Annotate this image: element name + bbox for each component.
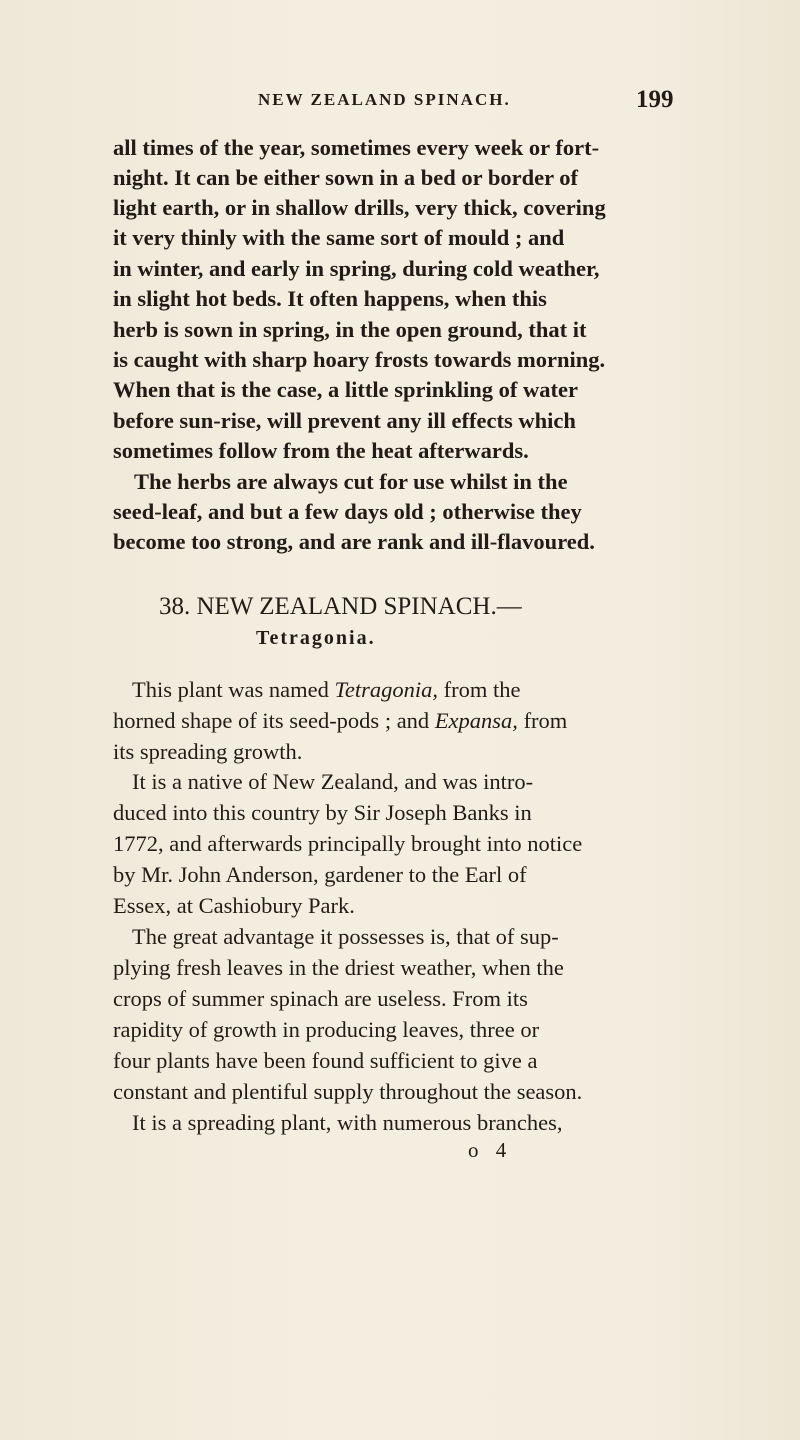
text-line: When that is the case, a little sprinkling of water [113, 377, 578, 402]
text-line: all times of the year, sometimes every week or fort- [113, 135, 600, 160]
text-line: light earth, or in shallow drills, very thick, covering [113, 195, 606, 220]
italic-term: Expansa, [434, 708, 518, 733]
text-line: constant and plentiful supply throughout the season. [113, 1079, 583, 1104]
text-line: horned shape of its seed-pods ; and Expansa, from [113, 708, 568, 733]
text-line: It is a spreading plant, with numerous branches, [132, 1110, 563, 1135]
text-line: it very thinly with the same sort of mould ; and [113, 225, 565, 250]
text-line: 1772, and afterwards principally brought into notice [113, 831, 583, 856]
text-line: The herbs are always cut for use whilst in the [134, 469, 568, 494]
text-line: become too strong, and are rank and ill-flavoured. [113, 529, 595, 554]
text-line: plying fresh leaves in the driest weather, when the [113, 955, 564, 980]
text-line: its spreading growth. [113, 739, 303, 764]
text-line: duced into this country by Sir Joseph Banks in [113, 800, 532, 825]
text-line: night. It can be either sown in a bed or border of [113, 165, 579, 190]
text-line: four plants have been found sufficient to give a [113, 1048, 538, 1073]
text-line: in winter, and early in spring, during cold weather, [113, 256, 600, 281]
text-line: rapidity of growth in producing leaves, three or [113, 1017, 540, 1042]
text-line: by Mr. John Anderson, gardener to the Earl of [113, 862, 527, 887]
text-line: herb is sown in spring, in the open ground, that it [113, 317, 587, 342]
section-heading: 38. NEW ZEALAND SPINACH.— [159, 593, 522, 620]
page-number: 199 [636, 86, 674, 113]
running-head [0, 86, 800, 120]
text-line: The great advantage it possesses is, that of sup- [132, 924, 559, 949]
text-line: in slight hot beds. It often happens, when this [113, 286, 547, 311]
italic-term: Tetragonia, [334, 677, 439, 702]
text-line: before sun-rise, will prevent any ill effects which [113, 408, 576, 433]
running-title: NEW ZEALAND SPINACH. [258, 90, 511, 109]
text-line: Essex, at Cashiobury Park. [113, 893, 355, 918]
text-line: sometimes follow from the heat afterwards. [113, 438, 529, 463]
signature-mark: o 4 [468, 1138, 513, 1162]
text-line: It is a native of New Zealand, and was intro- [132, 769, 534, 794]
text-line: This plant was named Tetragonia, from the [132, 677, 521, 702]
section-subheading: Tetragonia. [256, 627, 376, 649]
text-line: is caught with sharp hoary frosts towards morning. [113, 347, 606, 372]
text-line: crops of summer spinach are useless. From its [113, 986, 528, 1011]
text-line: seed-leaf, and but a few days old ; otherwise they [113, 499, 582, 524]
